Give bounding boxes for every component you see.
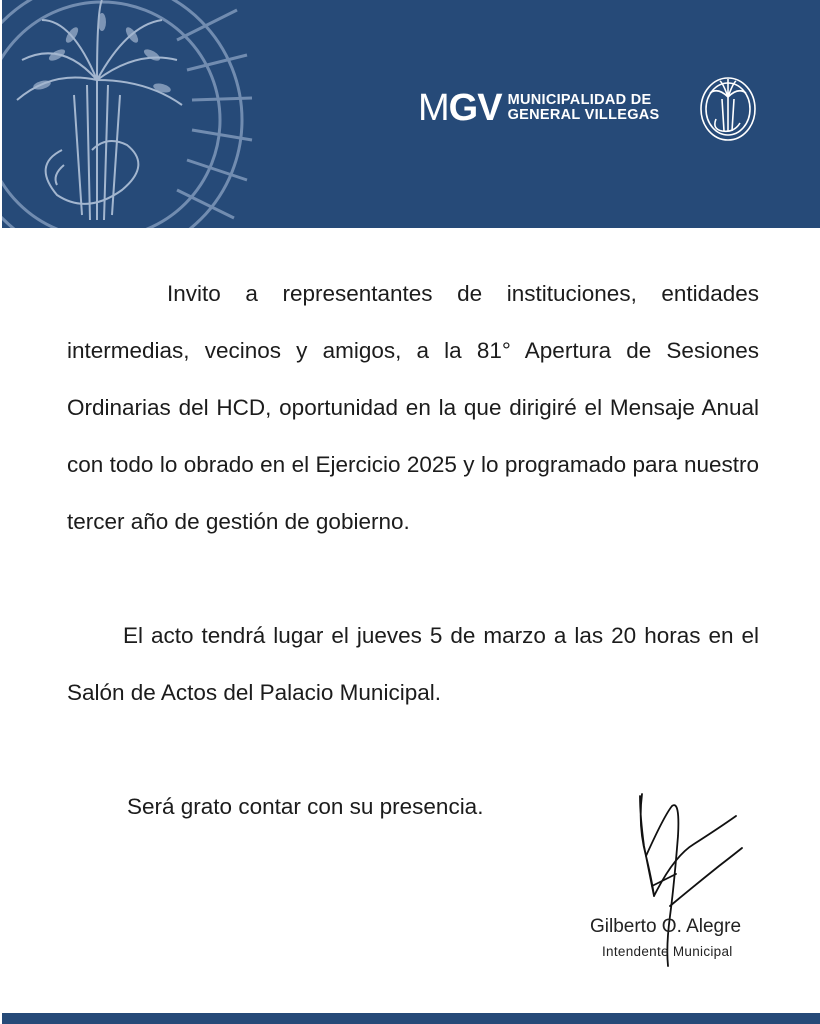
wheat-sheaf-sun-icon [2, 0, 262, 228]
logo-mark-m: M [418, 87, 449, 129]
logo-wordmark [508, 93, 660, 123]
invitation-paragraph: Invito a representantes de instituciones, entidades intermedias, vecinos y amigos, a la 81° Apertura de Sesiones Ordinarias del HCD, oportunidad en la que dirigiré el Mensaje Anual con todo lo obrado en el Ejercicio 2025 y lo programado para nuestro tercer año de gestión de gobierno. [67, 281, 759, 534]
municipal-coat-of-arms-icon [698, 73, 758, 143]
footer-bar [2, 1013, 820, 1024]
letterhead-banner [2, 0, 820, 228]
logo-line-2: GENERAL VILLEGAS [507, 107, 660, 123]
logo-mark-gv: GV [448, 87, 502, 129]
municipal-logo [418, 88, 660, 128]
letter-body [67, 265, 759, 835]
logo-mark [418, 89, 502, 127]
logo-line-1: MUNICIPALIDAD DE [507, 92, 652, 108]
event-details-paragraph: El acto tendrá lugar el jueves 5 de marzo a las 20 horas en el Salón de Actos del Palacio Municipal. [67, 623, 759, 705]
signatory-role: Intendente Municipal [602, 944, 733, 959]
closing-paragraph: Será grato contar con su presencia. [127, 794, 484, 819]
signatory-name: Gilberto O. Alegre [590, 916, 742, 937]
